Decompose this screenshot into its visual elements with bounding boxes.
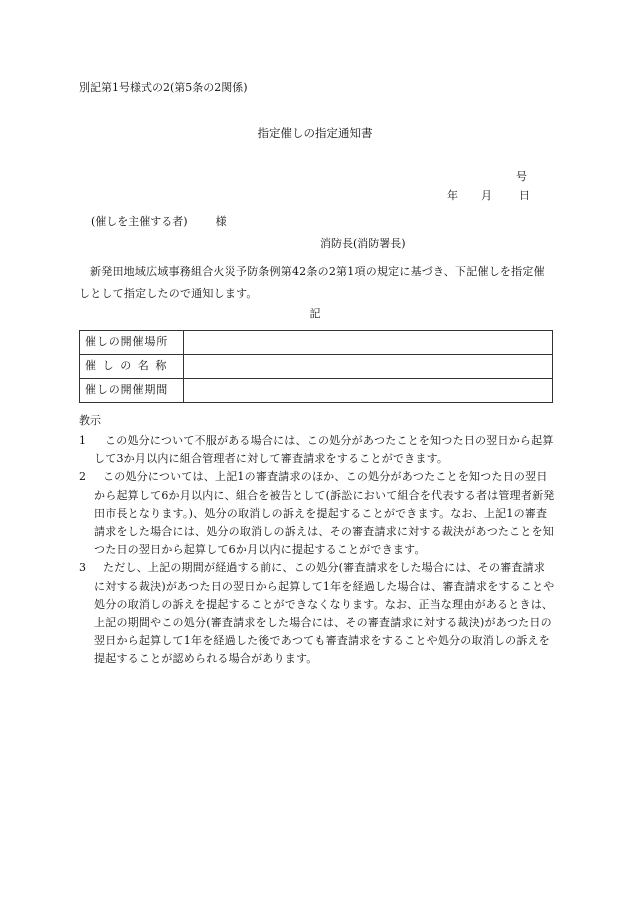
row-label-venue: 催しの開催場所: [80, 331, 184, 355]
note-number: 3: [79, 561, 87, 575]
table-row: [80, 331, 553, 355]
row-label-event-name: 催しの名称: [80, 355, 184, 379]
row-value-event-name: [184, 355, 553, 379]
form-reference: 別記第1号様式の2(第5条の2関係): [79, 81, 248, 94]
date-year-label: 年: [447, 189, 458, 202]
addressee-name: (催しを主催する者): [91, 215, 188, 228]
addressee-honorific: 様: [215, 215, 227, 228]
table-row: [80, 379, 553, 403]
date-month-label: 月: [481, 189, 492, 202]
note-number: 2: [79, 470, 87, 484]
note-text: この処分について不服がある場合には、この処分があつたことを知つた日の翌日から起算して3か月以内に組合管理者に対して審査請求をすることができます。: [94, 434, 554, 466]
event-info-table: [79, 330, 553, 403]
date-line: [447, 189, 530, 203]
kyoji-heading: 教示: [79, 414, 101, 427]
notice-body: 新発田地域広域事務組合火災予防条例第42条の2第1項の規定に基づき、下記催しを指定催しとして指定したので通知します。: [79, 265, 545, 300]
document-number-label: 号: [516, 170, 527, 183]
addressee-line: [91, 215, 227, 229]
table-row: [80, 355, 553, 379]
list-item: [79, 559, 555, 668]
instruction-notes: [79, 432, 555, 669]
note-text: ただし、上記の期間が経過する前に、この処分(審査請求をした場合には、その審査請求に対する裁決)があつた日の翌日から起算して1年を経過した場合は、審査請求をすることや処分の取消しの訴えを提起することができなくなります。なお、正当な理由があるときは、上記の期間やこの処分(審査請求をした場合には、その審査請求に対する裁決)があつた日の翌日から起算して1年を経過した後であつても審査請求をすることや処分の取消しの訴えを提起することが認められる場合があります。: [94, 561, 555, 666]
date-day-label: 日: [519, 189, 530, 202]
ki-heading: 記: [309, 307, 321, 320]
list-item: [79, 432, 555, 468]
row-value-period: [184, 379, 553, 403]
document-title: 指定催しの指定通知書: [257, 126, 373, 140]
sender-line: 消防長(消防署長): [320, 237, 406, 250]
note-number: 1: [79, 434, 87, 447]
row-label-period: 催しの開催期間: [80, 379, 184, 403]
row-value-venue: [184, 331, 553, 355]
list-item: [79, 468, 555, 559]
note-text: この処分については、上記1の審査請求のほか、この処分があつたことを知つた日の翌日から起算して6か月以内に、組合を被告として(訴訟において組合を代表する者は管理者新発田市長となります。)、処分の取消しの訴えを提起することができます。なお、上記1の審査請求をした場合には、処分の取消しの訴えは、その審査請求に対する裁決があつたことを知つた日の翌日から起算して6か月以内に提起することができます。: [94, 470, 555, 557]
